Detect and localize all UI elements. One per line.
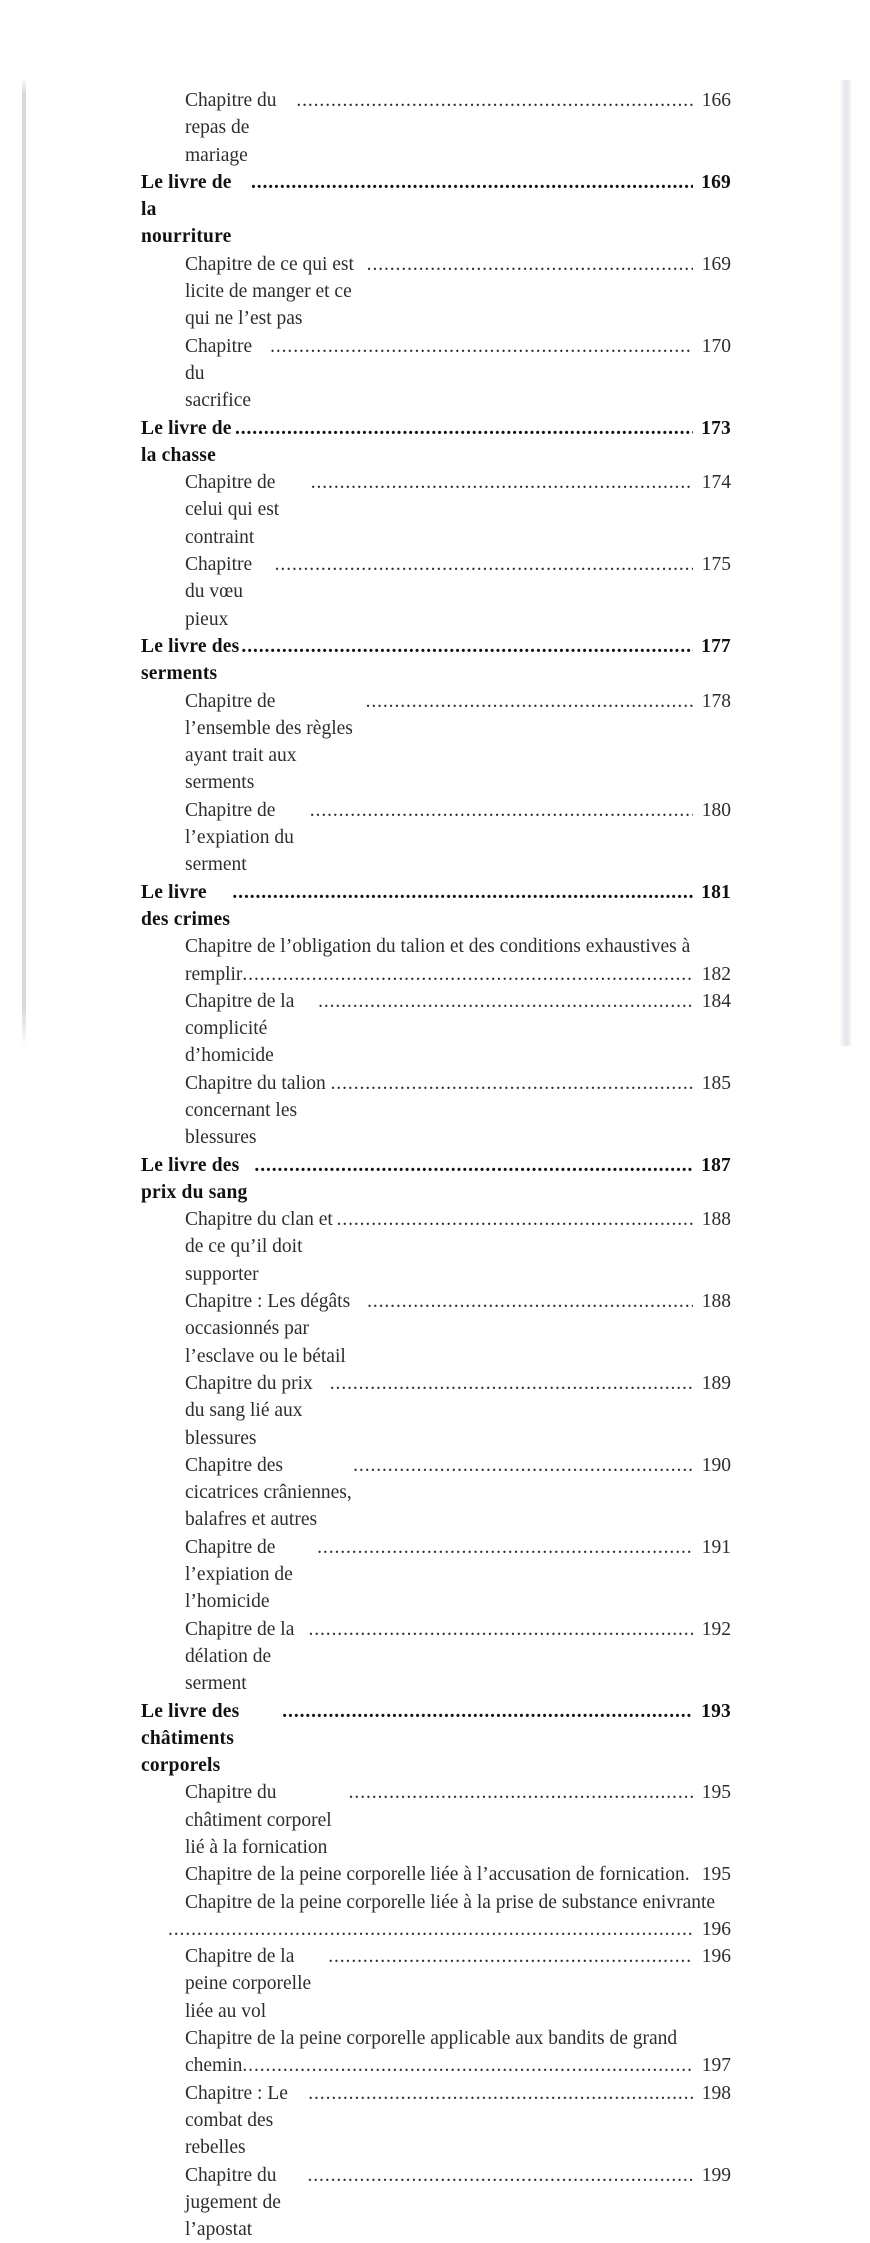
toc-entry-title: Chapitre du talion concernant les blessures — [185, 1072, 331, 1149]
toc-entry-page-number: 181 — [701, 881, 731, 903]
toc-entry-page-number: 188 — [701, 1209, 731, 1231]
toc-entry-page-number: 197 — [701, 2055, 731, 2077]
toc-entry-line — [185, 1534, 731, 1616]
toc-entry — [141, 1452, 731, 1534]
page-left-edge — [22, 78, 26, 1046]
toc-dot-leader — [242, 2052, 693, 2079]
toc-entry — [141, 1698, 731, 1780]
toc-entry-line — [185, 988, 731, 1070]
toc-entry-title: Chapitre de la complicité d’homicide — [185, 990, 300, 1067]
toc-entry-title: Chapitre de ce qui est licite de manger et ce qui ne l’est pas — [185, 253, 359, 330]
toc-entry-page-number: 169 — [701, 171, 731, 193]
toc-entry-line — [185, 469, 731, 551]
toc-entry-title: Chapitre de celui qui est contraint — [185, 472, 285, 548]
toc-entry-title: Chapitre du vœu pieux — [185, 554, 258, 630]
toc-entry — [141, 2080, 731, 2162]
toc-entry-title: Chapitre de l’ensemble des règles ayant trait aux serments — [185, 690, 358, 794]
toc-entry-title: Le livre des châtiments corporels — [141, 1700, 245, 1777]
toc-entry-page-number: 192 — [701, 1618, 731, 1640]
toc-entry-wrapped-line: Chapitre de la peine corporelle liée à la prise de substance enivrante — [185, 1891, 716, 1913]
toc-entry-page-number: 195 — [701, 1864, 731, 1886]
toc-entry-title: Chapitre de l’expiation du serment — [185, 799, 299, 876]
toc-entry-title: remplir — [185, 963, 248, 985]
toc-entry — [141, 1070, 731, 1152]
toc-entry-title: Le livre des prix du sang — [141, 1154, 253, 1203]
toc-entry-line — [185, 1370, 731, 1452]
toc-entry-page-number: 199 — [701, 2164, 731, 2186]
toc-entry-line — [185, 1288, 731, 1370]
toc-dot-leader — [296, 87, 693, 114]
toc-entry-line — [185, 1206, 731, 1288]
toc-entry-title: Le livre de la chasse — [141, 417, 237, 466]
toc-entry — [141, 169, 731, 251]
toc-entry-line — [185, 551, 731, 633]
toc-entry-line — [185, 1452, 731, 1534]
toc-entry-line — [185, 2052, 731, 2079]
toc-entry-line — [185, 251, 731, 333]
toc-entry — [141, 1534, 731, 1616]
toc-entry-page-number: 169 — [701, 253, 731, 275]
toc-entry — [141, 2162, 731, 2243]
toc-entry-wrapped-line: Chapitre de l’obligation du talion et des conditions exhaustives à — [185, 936, 691, 958]
toc-dot-leader — [242, 961, 693, 988]
toc-dot-leader — [337, 1206, 693, 1233]
toc-entry-line — [141, 1698, 731, 1780]
toc-entry-page-number: 177 — [701, 635, 731, 657]
toc-entry-line — [185, 688, 731, 797]
toc-entry — [141, 415, 731, 470]
toc-dot-leader — [310, 797, 693, 824]
toc-entry-line — [141, 633, 731, 688]
toc-entry — [141, 469, 731, 551]
toc-entry-title: Chapitre du sacrifice — [185, 335, 258, 412]
toc-dot-leader — [328, 1943, 693, 1970]
toc-dot-leader — [168, 1916, 693, 1943]
toc-dot-leader — [235, 415, 693, 442]
toc-entry-line — [185, 1861, 731, 1888]
toc-entry-page-number: 184 — [701, 990, 731, 1012]
toc-entry-page-number: 182 — [701, 963, 731, 985]
toc-entry-line — [185, 2080, 731, 2162]
toc-entry-wrapped-line: Chapitre de la peine corporelle applicable aux bandits de grand — [185, 2028, 678, 2050]
toc-entry — [141, 933, 731, 988]
toc-dot-leader — [270, 333, 693, 360]
toc-entry — [141, 1288, 731, 1370]
toc-entry-title: Chapitre : Le combat des rebelles — [185, 2082, 293, 2159]
toc-dot-leader — [331, 1070, 693, 1097]
toc-entry-line — [141, 169, 731, 251]
toc-entry-line — [185, 797, 731, 879]
toc-entry — [141, 1616, 731, 1698]
toc-entry — [141, 688, 731, 797]
toc-entry — [141, 551, 731, 633]
toc-entry — [141, 1861, 731, 1888]
toc-entry — [141, 1370, 731, 1452]
toc-entry — [141, 2025, 731, 2080]
toc-dot-leader — [311, 469, 693, 496]
toc-dot-leader — [308, 1616, 693, 1643]
toc-entry-line — [185, 1616, 731, 1698]
toc-dot-leader — [317, 1534, 693, 1561]
toc-entry-page-number: 190 — [701, 1454, 731, 1476]
toc-entry-line — [185, 961, 731, 988]
toc-entry-page-number: 170 — [701, 335, 731, 357]
toc-entry-page-number: 189 — [701, 1372, 731, 1394]
toc-entry-title: Chapitre de la peine corporelle liée au vol — [185, 1946, 317, 2022]
toc-entry — [141, 1152, 731, 1207]
toc-entry-page-number: 188 — [701, 1291, 731, 1313]
toc-entry-page-number: 196 — [701, 1918, 731, 1940]
toc-entry — [141, 251, 731, 333]
toc-entry-line — [141, 415, 731, 470]
toc-dot-leader — [318, 988, 693, 1015]
toc-entry-title: Chapitre du clan et de ce qu’il doit supporter — [185, 1209, 338, 1285]
toc-entry-title: Chapitre de la peine corporelle liée à l’accusation de fornication. — [185, 1864, 690, 1886]
scanned-page — [22, 78, 851, 2241]
toc-entry — [141, 333, 731, 415]
toc-entry-page-number: 193 — [701, 1700, 731, 1722]
toc-entry-title: Chapitre du châtiment corporel lié à la fornication — [185, 1782, 337, 1858]
toc-dot-leader — [367, 251, 693, 278]
toc-entry-title: Chapitre de la délation de serment — [185, 1618, 300, 1695]
toc-entry-page-number: 178 — [701, 690, 731, 712]
toc-entry-title: Le livre de la nourriture — [141, 171, 237, 248]
toc-entry-page-number: 198 — [701, 2082, 731, 2104]
toc-entry-title: Le livre des crimes — [141, 881, 236, 930]
toc-entry-line — [185, 1943, 731, 2025]
toc-dot-leader — [275, 551, 693, 578]
toc-dot-leader — [308, 2162, 694, 2189]
toc-entry-title: Chapitre du prix du sang lié aux blessures — [185, 1372, 318, 1449]
toc-entry — [141, 797, 731, 879]
toc-entry — [141, 1206, 731, 1288]
toc-entry — [141, 879, 731, 934]
toc-dot-leader — [349, 1779, 693, 1806]
toc-dot-leader — [308, 2080, 693, 2107]
toc-entry-page-number: 187 — [701, 1154, 731, 1176]
toc-dot-leader — [367, 1288, 693, 1315]
toc-entry-title: Chapitre du repas de mariage — [185, 90, 282, 166]
toc-entry-page-number: 173 — [701, 417, 731, 439]
toc-entry-title: Chapitre des cicatrices crâniennes, balafres et autres — [185, 1454, 357, 1531]
toc-entry-line — [168, 1916, 731, 1943]
toc-entry-title: Chapitre du jugement de l’apostat — [185, 2164, 286, 2241]
toc-entry — [141, 1889, 731, 1944]
toc-entry-title: Chapitre de l’expiation de l’homicide — [185, 1536, 298, 1613]
toc-dot-leader — [282, 1698, 693, 1725]
toc-dot-leader — [353, 1452, 693, 1479]
toc-entry-page-number: 175 — [701, 554, 731, 576]
toc-entry-line — [185, 333, 731, 415]
toc-dot-leader — [251, 169, 693, 196]
toc-entry — [141, 633, 731, 688]
toc-entry — [141, 87, 731, 169]
toc-entry-line — [185, 1070, 731, 1152]
toc-entry — [141, 1943, 731, 2025]
table-of-contents — [141, 87, 731, 2243]
toc-entry — [141, 988, 731, 1070]
page-right-edge — [840, 80, 851, 1046]
toc-entry-line — [141, 1152, 731, 1207]
toc-dot-leader — [330, 1370, 693, 1397]
toc-dot-leader — [254, 1152, 693, 1179]
toc-entry-page-number: 185 — [701, 1072, 731, 1094]
toc-dot-leader — [232, 879, 693, 906]
toc-entry-title: Le livre des serments — [141, 635, 245, 685]
toc-entry-page-number: 196 — [701, 1946, 731, 1968]
toc-entry-page-number: 180 — [701, 799, 731, 821]
toc-entry-page-number: 166 — [701, 90, 731, 111]
toc-entry-line — [185, 1779, 731, 1861]
toc-entry-title: chemin — [185, 2055, 243, 2077]
toc-entry — [141, 1779, 731, 1861]
toc-entry-page-number: 191 — [701, 1536, 731, 1558]
toc-entry-title: Chapitre : Les dégâts occasionnés par l’esclave ou le bétail — [185, 1291, 356, 1367]
toc-entry-line — [141, 879, 731, 934]
toc-dot-leader — [366, 688, 693, 715]
toc-entry-page-number: 195 — [701, 1782, 731, 1804]
toc-entry-line — [185, 2162, 731, 2243]
toc-entry-line — [185, 87, 731, 169]
toc-entry-page-number: 174 — [701, 472, 731, 494]
toc-dot-leader — [241, 633, 693, 660]
